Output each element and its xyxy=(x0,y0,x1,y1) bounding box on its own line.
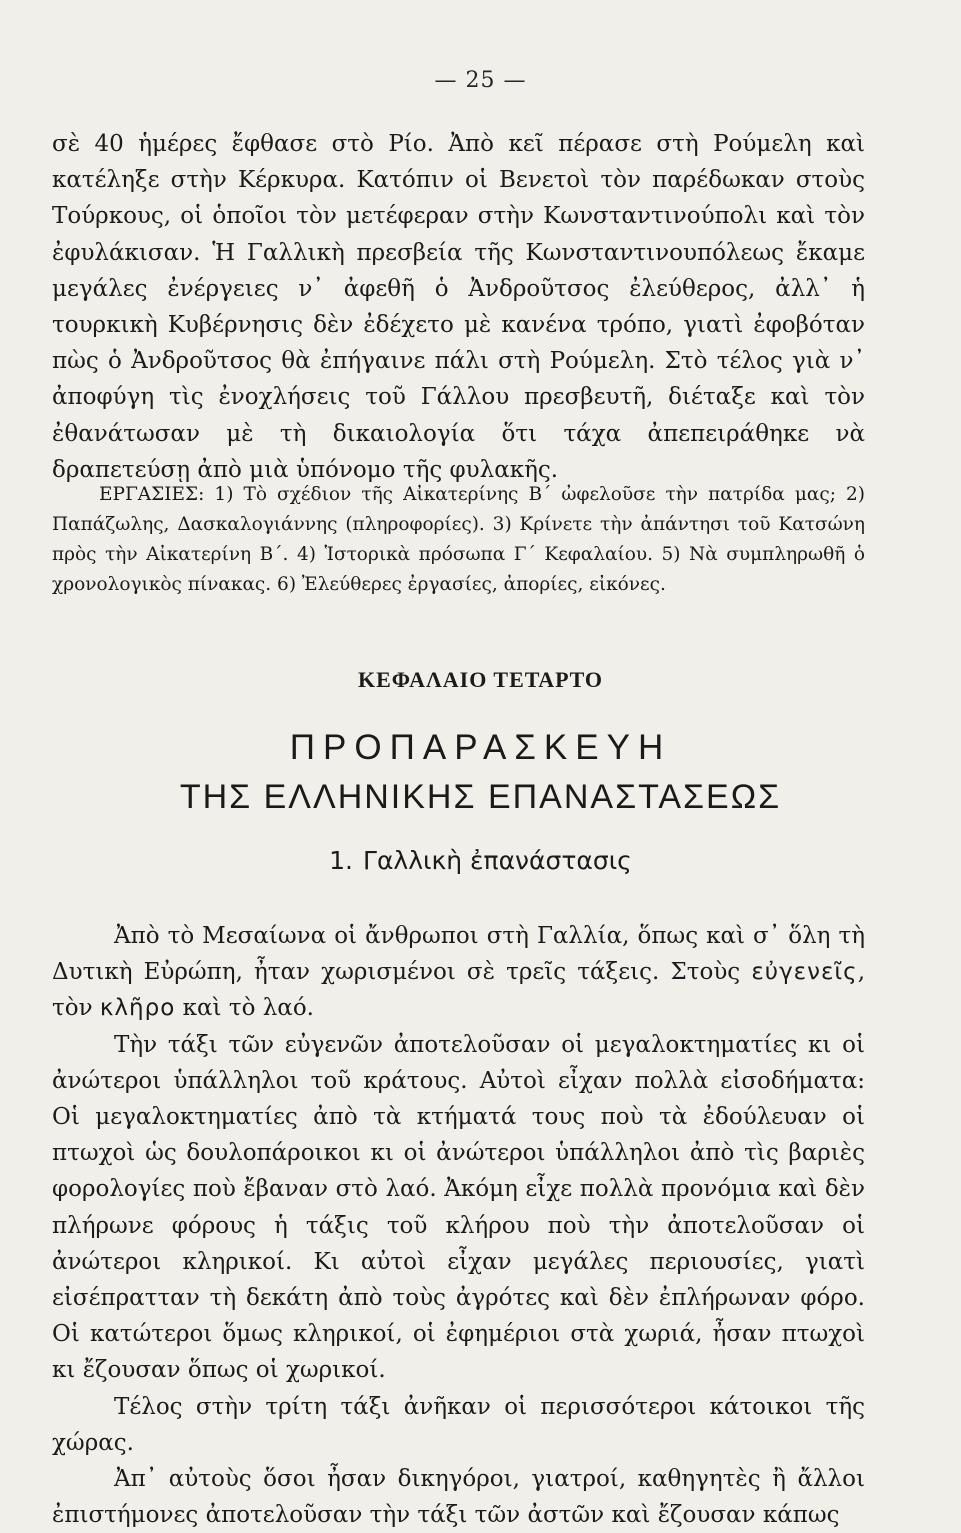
section-paragraph-3: Τέλος στὴν τρίτη τάξι ἀνῆκαν οἱ περισσότεροι κάτοικοι τῆς χώρας. xyxy=(52,1393,865,1456)
section-heading xyxy=(0,846,961,875)
chapter-subtitle: ΤΗΣ ΕΛΛΗΝΙΚΗΣ ΕΠΑΝΑΣΤΑΣΕΩΣ xyxy=(179,778,782,816)
section-number: 1. xyxy=(329,846,354,875)
paragraph-1-text-b: , τὸν xyxy=(52,959,865,1022)
opening-paragraph-block xyxy=(52,126,865,488)
section-paragraph-2: Τὴν τάξι τῶν εὐγενῶν ἀποτελοῦσαν οἱ μεγαλοκτηματίες κι οἱ ἀνώτεροι ὑπάλληλοι τοῦ κράτους. Αὐτοὶ εἶχαν πολλὰ εἰσοδήματα: Οἱ μεγαλοκτηματίες ἀπὸ τὰ κτήματά τους ποὺ τὰ ἐδούλευαν οἱ πτωχοὶ ὡς δουλοπάροικοι κι οἱ ἀνώτεροι ὑπάλληλοι ἀπὸ τὶς βαριὲς φορολογίες ποὺ ἔβαναν στὸ λαό. Ἀκόμη εἶχε πολλὰ προνόμια καὶ δὲν πλήρωνε φόρους ἡ τάξις τοῦ κλήρου ποὺ τὴν ἀποτελοῦσαν οἱ ἀνώτεροι κληρικοί. Κι αὐτοὶ εἶχαν μεγάλες περιουσίες, γιατὶ εἰσέπρατταν τὴ δεκάτη ἀπὸ τοὺς ἀγρότες καὶ δὲν ἐπλήρωναν φόρο. Οἱ κατώτεροι ὅμως κληρικοί, οἱ ἐφημέριοι στὰ χωριά, ἦσαν πτωχοὶ κι ἔζουσαν ὅπως οἱ χωρικοί. xyxy=(52,1031,865,1384)
emphasis-clergy: κλῆρο xyxy=(99,995,176,1022)
section-title: Γαλλικὴ ἐπανάστασις xyxy=(363,846,632,875)
chapter-title: ΠΡΟΠΑΡΑΣΚΕΥΗ xyxy=(289,728,672,767)
section-paragraph-1 xyxy=(52,918,865,1027)
exercises-text: ΕΡΓΑΣΙΕΣ: 1) Τὸ σχέδιον τῆς Αἰκατερίνης Β΄ ὠφελοῦσε τὴν πατρίδα μας; 2) Παπάζωλης, Δασκαλογιάννης (πληροφορίες). 3) Κρίνετε τὴν ἀπάντησι τοῦ Κατσώνη πρὸς τὴν Αἰκατερίνη Β΄. 4) Ἱστορικὰ πρόσωπα Γ΄ Κεφαλαίου. 5) Νὰ συμπληρωθῆ ὁ χρονολογικὸς πίνακας. 6) Ἐλεύθερες ἐργασίες, ἀπορίες, εἰκόνες. xyxy=(52,484,865,595)
paragraph-1-text-c: καὶ τὸ λαό. xyxy=(175,995,314,1022)
page-number: — 25 — xyxy=(434,68,527,93)
section-paragraph-4: Ἀπ᾿ αὐτοὺς ὅσοι ἦσαν δικηγόροι, γιατροί, καθηγητὲς ἢ ἄλλοι ἐπιστήμονες ἀποτελοῦσαν τὴν τάξι τῶν ἀστῶν καὶ ἔζουσαν κάπως xyxy=(52,1466,865,1529)
exercises-block xyxy=(52,480,865,600)
emphasis-nobles: εὐγενεῖς xyxy=(751,959,858,986)
paragraph-1-text-a: Ἀπὸ τὸ Μεσαίωνα οἱ ἄνθρωποι στὴ Γαλλία, ὅπως καὶ σ᾿ ὅλη τὴ Δυτικὴ Εὐρώπη, ἦταν χωρισμένοι σὲ τρεῖς τάξεις. Στοὺς xyxy=(52,923,865,986)
chapter-label: ΚΕΦΑΛΑΙΟ ΤΕΤΑΡΤΟ xyxy=(357,667,604,692)
section-body xyxy=(52,918,865,1533)
opening-paragraph: σὲ 40 ἡμέρες ἔφθασε στὸ Ρίο. Ἀπὸ κεῖ πέρασε στὴ Ρούμελη καὶ κατέληξε στὴν Κέρκυρα. Κατόπιν οἱ Βενετοὶ τὸν παρέδωκαν στοὺς Τούρκους, οἱ ὁποῖοι τὸν μετέφεραν στὴν Κωνσταντινούπολι καὶ τὸν ἐφυλάκισαν. Ἡ Γαλλικὴ πρεσβεία τῆς Κωνσταντινουπόλεως ἔκαμε μεγάλες ἐνέργειες ν᾿ ἀφεθῆ ὁ Ἀνδροῦτσος ἐλεύθερος, ἀλλ᾿ ἡ τουρκικὴ Κυβέρνησις δὲν ἐδέχετο μὲ κανένα τρόπο, γιατὶ ἐφοβόταν πὼς ὁ Ἀνδροῦτσος θὰ ἐπήγαινε πάλι στὴ Ρούμελη. Στὸ τέλος γιὰ ν᾿ ἀποφύγη τὶς ἐνοχλήσεις τοῦ Γάλλου πρεσβευτῆ, διέταξε καὶ τὸν ἐθανάτωσαν μὲ τὴ δικαιολογία ὅτι τάχα ἀπεπειράθηκε νὰ δραπετεύσῃ ἀπὸ μιὰ ὑπόνομο τῆς φυλακῆς. xyxy=(52,131,865,483)
